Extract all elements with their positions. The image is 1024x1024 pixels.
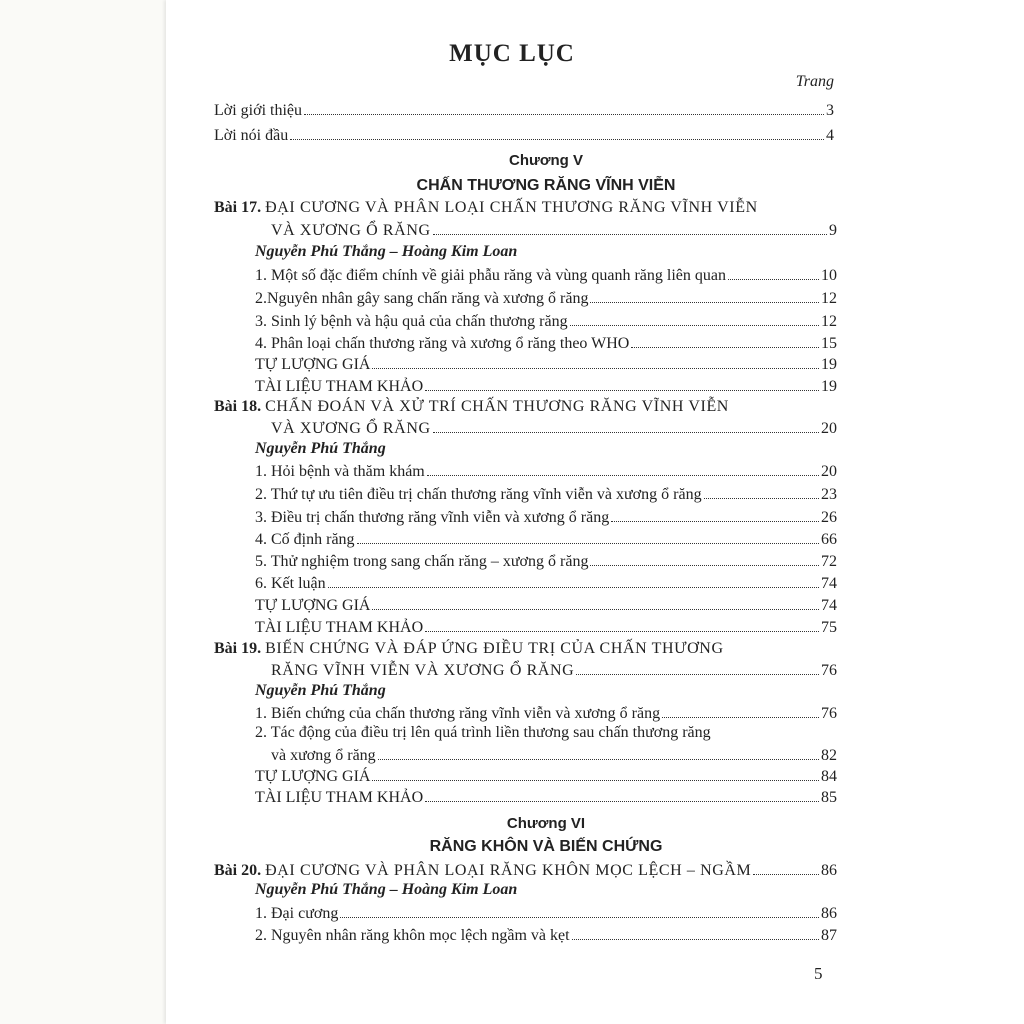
page-title: MỤC LỤC xyxy=(449,40,575,67)
toc-entry: 2. Nguyên nhân răng khôn mọc lệch ngầm và kẹt 87 xyxy=(255,927,837,944)
toc-entry-tai-lieu-tham-khao: TÀI LIỆU THAM KHẢO 85 xyxy=(255,789,837,806)
toc-entry: 1. Đại cương 86 xyxy=(255,905,837,922)
toc-entry: 4. Cố định răng 66 xyxy=(255,531,837,548)
lesson-19-title: Bài 19. BIẾN CHỨNG VÀ ĐÁP ỨNG ĐIỀU TRỊ CỦA CHẤN THƯƠNG xyxy=(214,640,724,657)
toc-entry: và xương ổ răng 82 xyxy=(271,747,837,764)
toc-entry-tai-lieu-tham-khao: TÀI LIỆU THAM KHẢO 19 xyxy=(255,378,837,395)
page-number: 5 xyxy=(814,964,823,983)
toc-entry: 3. Sinh lý bệnh và hậu quả của chấn thương răng 12 xyxy=(255,313,837,330)
toc-entry-tu-luong-gia: TỰ LƯỢNG GIÁ 84 xyxy=(255,768,837,785)
toc-entry: 4. Phân loại chấn thương răng và xương ổ răng theo WHO 15 xyxy=(255,335,837,352)
toc-entry: 1. Một số đặc điểm chính về giải phẫu răng và vùng quanh răng liên quan 10 xyxy=(255,267,837,284)
toc-entry: 2.Nguyên nhân gây sang chấn răng và xương ổ răng 12 xyxy=(255,290,837,307)
lesson-18-title: Bài 18. CHẨN ĐOÁN VÀ XỬ TRÍ CHẤN THƯƠNG RĂNG VĨNH VIỄN xyxy=(214,398,729,415)
toc-entry: 6. Kết luận 74 xyxy=(255,575,837,592)
toc-entry-lesson-19: RĂNG VĨNH VIỄN VÀ XƯƠNG Ổ RĂNG 76 xyxy=(271,662,837,679)
chapter-5-name: CHẤN THƯƠNG RĂNG VĨNH VIỄN xyxy=(416,177,676,194)
toc-entry: 1. Biến chứng của chấn thương răng vĩnh viễn và xương ổ răng 76 xyxy=(255,705,837,722)
toc-entry-loi-noi-dau: Lời nói đầu 4 xyxy=(214,127,834,144)
lesson-20-author: Nguyễn Phú Thắng – Hoàng Kim Loan xyxy=(255,881,518,898)
chapter-6-label: Chương VI xyxy=(506,815,586,832)
lesson-18-author: Nguyễn Phú Thắng xyxy=(255,440,386,457)
toc-entry: 3. Điều trị chấn thương răng vĩnh viễn và xương ổ răng 26 xyxy=(255,509,837,526)
toc-entry-tu-luong-gia: TỰ LƯỢNG GIÁ 19 xyxy=(255,356,837,373)
toc-entry-line: 2. Tác động của điều trị lên quá trình liền thương sau chấn thương răng xyxy=(255,724,711,741)
toc-entry-lesson-20: Bài 20. ĐẠI CƯƠNG VÀ PHÂN LOẠI RĂNG KHÔN MỌC LỆCH – NGẦM 86 xyxy=(214,862,837,879)
lesson-19-author: Nguyễn Phú Thắng xyxy=(255,682,386,699)
toc-entry-tu-luong-gia: TỰ LƯỢNG GIÁ 74 xyxy=(255,597,837,614)
toc-entry-loi-gioi-thieu: Lời giới thiệu 3 xyxy=(214,102,834,119)
chapter-6-name: RĂNG KHÔN VÀ BIẾN CHỨNG xyxy=(429,838,663,855)
lesson-17-author: Nguyễn Phú Thắng – Hoàng Kim Loan xyxy=(255,243,518,260)
toc-entry: 5. Thử nghiệm trong sang chấn răng – xương ổ răng 72 xyxy=(255,553,837,570)
chapter-5-label: Chương V xyxy=(508,152,584,169)
toc-entry: 2. Thứ tự ưu tiên điều trị chấn thương răng vĩnh viễn và xương ổ răng 23 xyxy=(255,486,837,503)
toc-entry-lesson-17: VÀ XƯƠNG Ổ RĂNG 9 xyxy=(271,222,837,239)
page-column-label: Trang xyxy=(795,73,834,90)
lesson-17-title: Bài 17. ĐẠI CƯƠNG VÀ PHÂN LOẠI CHẤN THƯƠNG RĂNG VĨNH VIỄN xyxy=(214,199,758,216)
toc-entry-tai-lieu-tham-khao: TÀI LIỆU THAM KHẢO 75 xyxy=(255,619,837,636)
toc-entry-lesson-18: VÀ XƯƠNG Ổ RĂNG 20 xyxy=(271,420,837,437)
toc-entry: 1. Hỏi bệnh và thăm khám 20 xyxy=(255,463,837,480)
